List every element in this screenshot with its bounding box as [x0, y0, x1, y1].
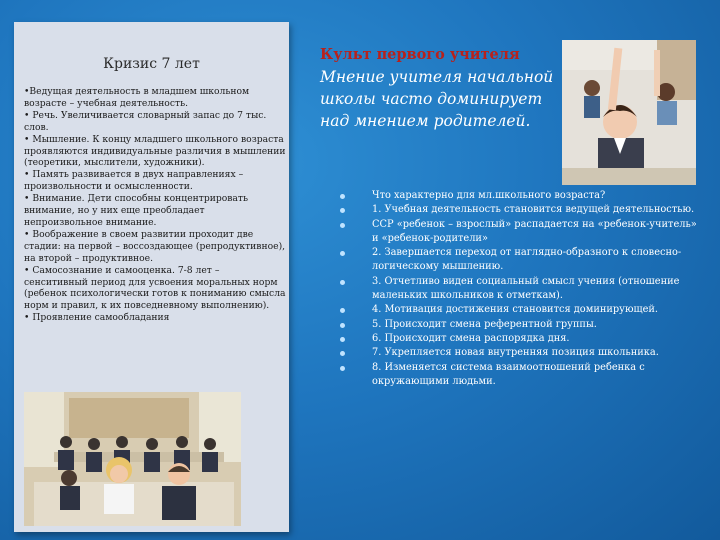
list-item — [340, 361, 700, 390]
list-item-text: 5. Происходит смена референтной группы. — [372, 318, 597, 330]
list-item — [340, 218, 700, 247]
bullet-icon — [340, 351, 345, 356]
list-item — [340, 332, 700, 346]
crisis-paragraph: •Ведущая деятельность в младшем школьном возрасте – учебная деятельность. — [24, 86, 250, 109]
characteristics-list — [340, 189, 700, 389]
crisis-paragraph: • Проявление самообладания — [24, 312, 170, 324]
classroom-photo — [24, 392, 241, 526]
crisis-paragraph: • Речь. Увеличивается словарный запас до 7 тыс. слов. — [24, 109, 267, 133]
list-item — [340, 303, 700, 317]
crisis-paragraph: • Внимание. Дети способны концентрировать внимание, но у них еще преобладает непроизвольное внимание. — [24, 193, 248, 228]
crisis-paragraph: • Воображение в своем развитии проходит две стадии: на первой – воссоздающее (репродуктивное), на второй – продуктивное. — [24, 228, 286, 264]
bullet-icon — [340, 223, 345, 228]
list-item-text: 6. Происходит смена распорядка дня. — [372, 332, 570, 344]
crisis-paragraph: • Самосознание и самооценка. 7-8 лет – сенситивный период для усвоения моральных норм (ребенок психологически готов к пониманию смысла норм и правил, к их повседневному выполнению). — [24, 264, 286, 312]
schoolboy-photo — [562, 40, 696, 185]
crisis-paragraph: • Память развивается в двух направлениях – произвольности и осмысленности. — [24, 169, 244, 193]
list-item-text: 4. Мотивация достижения становится доминирующей. — [372, 304, 659, 316]
list-item — [340, 189, 700, 203]
bullet-icon — [340, 337, 345, 342]
list-item — [340, 346, 700, 360]
crisis-text — [24, 86, 286, 324]
list-item-text: 1. Учебная деятельность становится ведущей деятельностью. — [372, 204, 695, 216]
bullet-icon — [340, 366, 345, 371]
list-item — [340, 275, 700, 304]
bullet-icon — [340, 280, 345, 285]
list-item-text: 8. Изменяется система взаимоотношений ребенка с окружающими людьми. — [372, 361, 645, 387]
bullet-icon — [340, 308, 345, 313]
list-item-text: 3. Отчетливо виден социальный смысл учения (отношение маленьких школьников к отметкам). — [372, 275, 680, 302]
bullet-icon — [340, 251, 345, 256]
list-item-text: 2. Завершается переход от наглядно-образного к словесно-логическому мышлению. — [372, 247, 682, 273]
list-item-text: Что характерно для мл.школьного возраста? — [372, 190, 606, 201]
bullet-icon — [340, 323, 345, 328]
list-item-text: 7. Укрепляется новая внутренняя позиция школьника. — [372, 347, 659, 359]
list-item-text: ССР «ребенок – взрослый» распадается на «ребенок-учитель» и «ребенок-родители» — [372, 218, 697, 244]
list-item — [340, 246, 700, 275]
teacher-opinion-text: Мнение учителя начальной школы часто доминирует над мнением родителей. — [320, 68, 554, 130]
list-item — [340, 203, 700, 217]
list-item — [340, 318, 700, 332]
crisis-paragraph: • Мышление. К концу младшего школьного возраста проявляются индивидуальные различия в мышлении (теоретики, мыслители, художники). — [24, 133, 286, 169]
bullet-icon — [340, 208, 345, 213]
bullet-icon — [340, 194, 345, 199]
first-teacher-title: Культ первого учителя — [320, 46, 520, 63]
crisis-title: Кризис 7 лет — [103, 56, 200, 72]
